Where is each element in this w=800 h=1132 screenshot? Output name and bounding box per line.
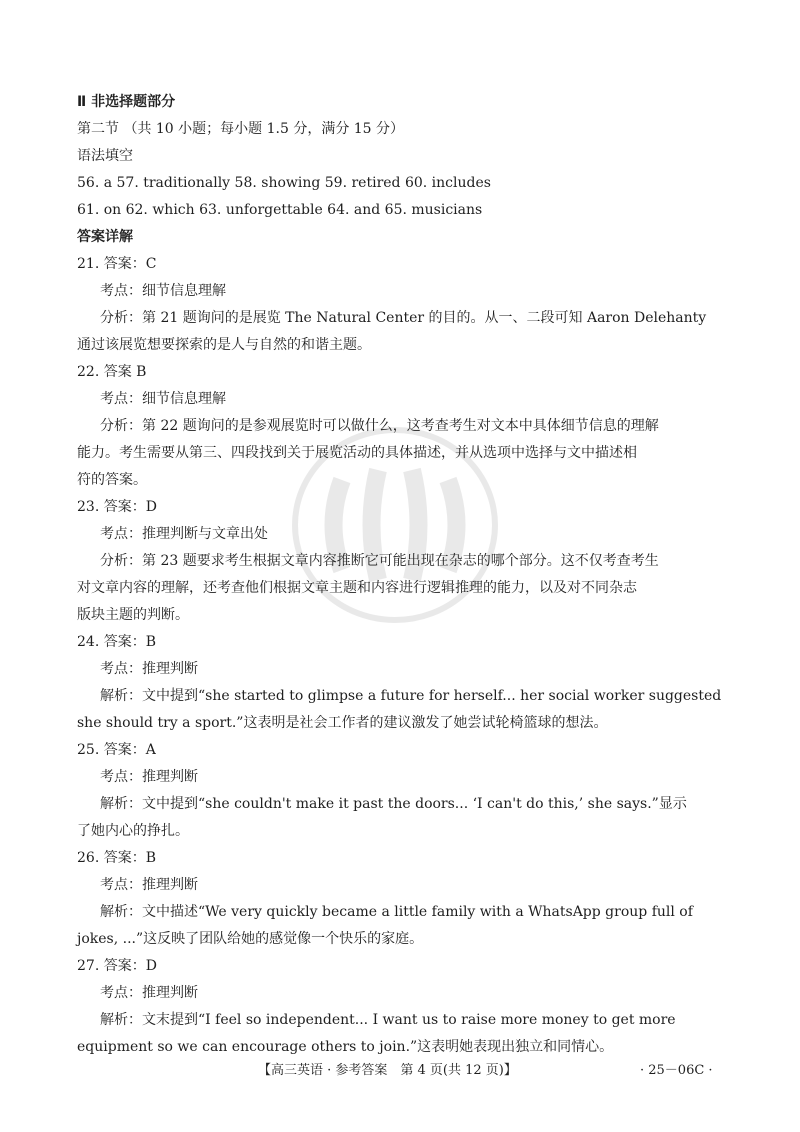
answer-line: 24. 答案：B (77, 634, 157, 650)
answer-line: 26. 答案：B (77, 850, 157, 866)
answer-line: 21. 答案：C (77, 256, 157, 272)
answer-line: 25. 答案：A (77, 742, 156, 758)
section-info: 第二节 （共 10 小题；每小题 1.5 分，满分 15 分） (77, 121, 405, 137)
page-footer-title: 【高三英语 · 参考答案 第 4 页(共 12 页)】 (258, 1063, 517, 1078)
point-line: 考点：细节信息理解 (100, 391, 226, 407)
analysis-line: she should try a sport.”这表明是社会工作者的建议激发了她尝试轮椅篮球的想法。 (77, 715, 608, 731)
section-title: Ⅱ 非选择题部分 (77, 94, 176, 110)
answer-line: 22. 答案 B (77, 364, 147, 380)
page-footer-code: · 25－06C · (640, 1063, 713, 1078)
analysis-line: 解析：文中描述“We very quickly became a little family with a WhatsApp group full of (100, 904, 693, 920)
point-line: 考点：细节信息理解 (100, 283, 226, 299)
analysis-line: 版块主题的判断。 (77, 607, 189, 623)
point-line: 考点：推理判断 (100, 769, 198, 785)
analysis-line: jokes, ...”这反映了团队给她的感觉像一个快乐的家庭。 (77, 931, 424, 947)
analysis-line: 解析：文中提到“she started to glimpse a future for herself... her social worker suggested (100, 688, 722, 704)
point-line: 考点：推理判断 (100, 661, 198, 677)
analysis-line: equipment so we can encourage others to join.”这表明她表现出独立和同情心。 (77, 1039, 614, 1055)
grammar-answers-row: 56. a 57. traditionally 58. showing 59. retired 60. includes (77, 175, 491, 191)
analysis-line: 了她内心的挣扎。 (77, 823, 189, 839)
details-heading: 答案详解 (77, 229, 133, 245)
point-line: 考点：推理判断 (100, 877, 198, 893)
point-line: 考点：推理判断与文章出处 (100, 526, 268, 542)
analysis-line: 能力。考生需要从第三、四段找到关于展览活动的具体描述，并从选项中选择与文中描述相 (77, 445, 637, 461)
answer-line: 27. 答案：D (77, 958, 157, 974)
analysis-line: 解析：文末提到“I feel so independent... I want us to raise more money to get more (100, 1012, 676, 1028)
analysis-line: 分析：第 22 题询问的是参观展览时可以做什么，这考查考生对文本中具体细节信息的理解 (100, 418, 659, 434)
analysis-line: 通过该展览想要探索的是人与自然的和谐主题。 (77, 337, 371, 353)
analysis-line: 解析：文中提到“she couldn't make it past the doors... ‘I can't do this,’ she says.”显示 (100, 796, 687, 812)
analysis-line: 分析：第 23 题要求考生根据文章内容推断它可能出现在杂志的哪个部分。这不仅考查考生 (100, 553, 659, 569)
answer-line: 23. 答案：D (77, 499, 157, 515)
subsection-title: 语法填空 (77, 148, 133, 164)
analysis-line: 对文章内容的理解，还考查他们根据文章主题和内容进行逻辑推理的能力，以及对不同杂志 (77, 580, 637, 596)
analysis-line: 分析：第 21 题询问的是展览 The Natural Center 的目的。从一、二段可知 Aaron Delehanty (100, 310, 707, 326)
analysis-line: 符的答案。 (77, 472, 147, 488)
grammar-answers-row: 61. on 62. which 63. unforgettable 64. and 65. musicians (77, 202, 483, 218)
point-line: 考点：推理判断 (100, 985, 198, 1001)
